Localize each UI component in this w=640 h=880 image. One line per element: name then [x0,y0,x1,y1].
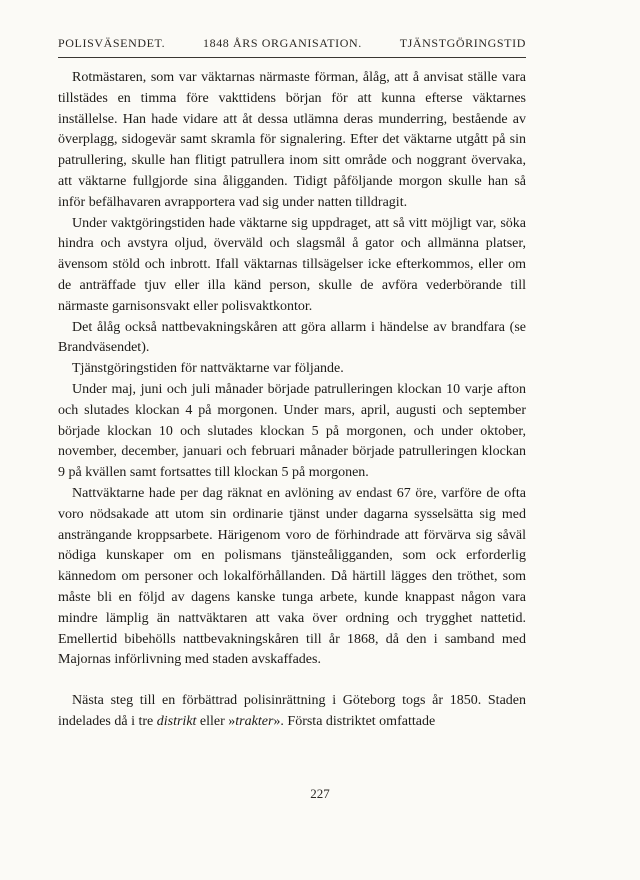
body-text [58,68,526,733]
header-left: POLISVÄSENDET. [58,36,166,50]
paragraph: Rotmästaren, som var väktarnas närmaste förman, ålåg, att å anvisat ställe vara tillstädes en timma före vakttidens början för att kunna efterse väktarnes inställelse. Han hade vidare att åt dessa utlämna deras munderring, bestående av överplagg, sidogevär samt skramla för signalering. Efter det väktarne utgått på sin patrullering, skulle han flitigt patrullera inom sitt område och noggrant övervaka, att väktarne fullgjorde sina åligganden. Tidigt påföljande morgon skulle han så inför befälhavaren avrapportera vad sig under natten tilldragit. [58,70,526,210]
page-number: 227 [310,786,330,801]
text-run: ». Första distriktet omfattade [273,713,436,729]
running-header [58,36,526,58]
header-center: 1848 ÅRS ORGANISATION. [203,36,362,50]
italic-term: distrikt [156,713,197,729]
paragraph: Under vaktgöringstiden hade väktarne sig uppdraget, att så vitt möjligt var, söka hindra och avstyra oljud, överväld och slagsmål å gator och allmänna platser, ävensom stöld och inbrott. Ifall väktarnas tillsägelser icke efterkommos, eller om de anträffade tjuv eller illa känd person, skulle de avföra vederbörande till närmaste garnisonsvakt eller polisvaktkontor. [58,215,526,314]
text-run: Nästa steg till en förbättrad polisinrättning i Göteborg togs år 1850. Staden indelades då i tre [58,693,526,729]
paragraph: Tjänstgöringstiden för nattväktarne var följande. [72,361,344,377]
text-run: eller » [196,713,236,729]
paragraph-last [58,691,526,733]
paragraph: Nattväktarne hade per dag räknat en avlöning av endast 67 öre, varföre de ofta voro nödsakade att utom sin ordinarie tjänst under dagarna sysselsätta sig med ansträngande kroppsarbete. Härigenom voro de förhindrade att förvärva sig såväl nödiga kunskaper om en polismans tjänsteåligganden, som ock erforderlig kännedom om personer och lokalförhållanden. Då härtill lägges den tröthet, som måste bli en följd av dagens kanske tunga arbete, kunde knappast någon vara mindre lämplig än nattväktaren att vaka över ordning och trygghet nattetid. Emellertid bibehölls nattbevakningskåren till år 1868, då den i samband med Majornas införlivning med staden avskaffades. [58,485,526,668]
paragraph: Det ålåg också nattbevakningskåren att göra allarm i händelse av brandfara (se Brandväsendet). [58,319,526,356]
header-right: TJÄNSTGÖRINGSTID [399,36,526,50]
italic-term: trakter [235,713,274,729]
paragraph: Under maj, juni och juli månader började patrulleringen klockan 10 varje afton och slutades klockan 4 på morgonen. Under mars, april, augusti och september började klockan 10 och slutades klockan 5 på morgonen, och under oktober, november, december, januari och februari månader började patrulleringen klockan 9 på kvällen samt fortsattes till klockan 5 på morgonen. [58,381,526,481]
